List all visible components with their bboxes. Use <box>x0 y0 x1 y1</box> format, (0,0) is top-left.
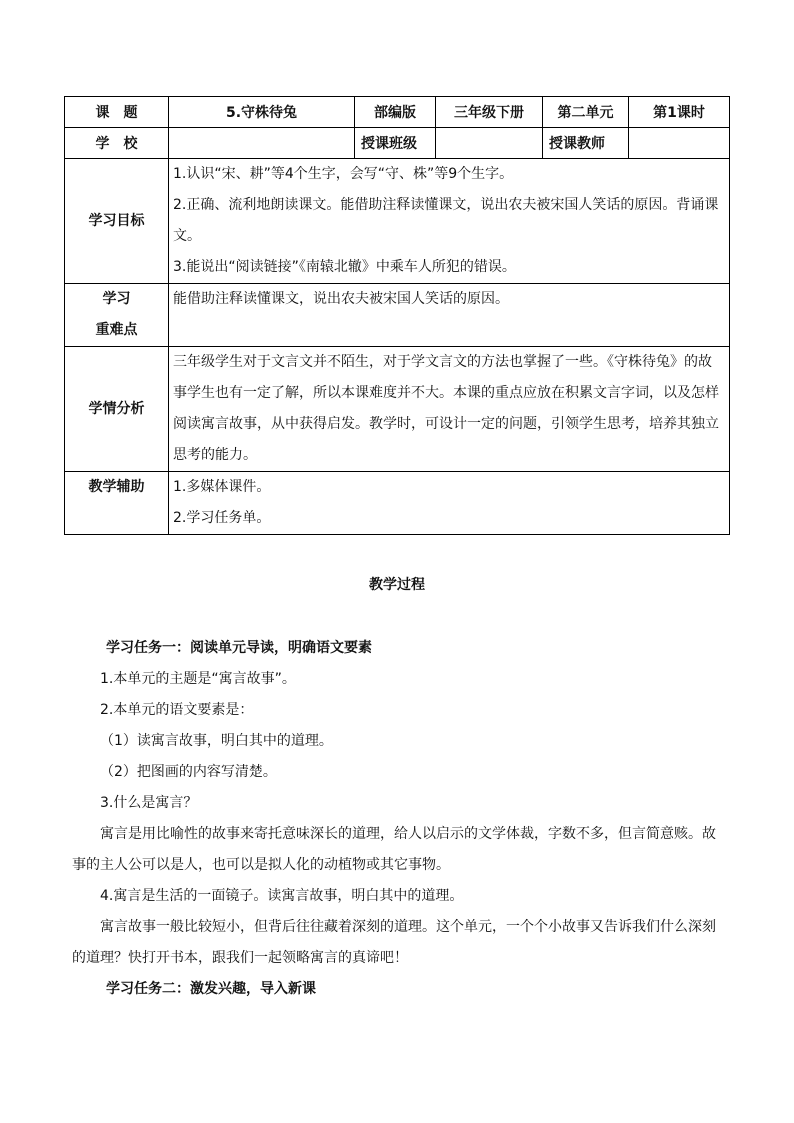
unit: 第二单元 <box>543 97 629 128</box>
lesson-title: 5.守株待兔 <box>169 97 355 128</box>
key-points-label-line2: 重难点 <box>95 322 138 338</box>
table-row-key-points <box>65 284 730 347</box>
analysis-content: 三年级学生对于文言文并不陌生，对于学文言文的方法也掌握了一些。《守株待兔》的故事学生也有一定了解，所以本课难度并不大。本课的重点应放在积累文言字词，以及怎样阅读寓言故事，从中获得启发。教学时，可设计一定的问题，引领学生思考，培养其独立思考的能力。 <box>169 347 730 472</box>
edition: 部编版 <box>355 97 436 128</box>
list-item: 3.什么是寓言？ <box>100 795 198 811</box>
key-points-label-line1: 学习 <box>102 291 131 307</box>
teacher-value <box>629 128 730 159</box>
table-row-analysis <box>65 347 730 472</box>
list-item: 4.寓言是生活的一面镜子。读寓言故事，明白其中的道理。 <box>100 888 464 904</box>
label-key-points <box>65 284 169 347</box>
label-goals: 学习目标 <box>65 159 169 284</box>
table-row-course <box>65 97 730 128</box>
goal-item: 2.正确、流利地朗读课文。能借助注释读懂课文，说出农夫被宋国人笑话的原因。背诵课文。 <box>173 197 719 244</box>
list-item: 1.本单元的主题是“寓言故事”。 <box>100 671 296 687</box>
aids-content <box>169 472 730 535</box>
label-analysis: 学情分析 <box>65 347 169 472</box>
key-points-content: 能借助注释读懂课文，说出农夫被宋国人笑话的原因。 <box>169 284 730 347</box>
task1-title: 学习任务一：阅读单元导读，明确语文要素 <box>106 640 372 656</box>
goal-item: 1.认识“宋、耕”等4个生字，会写“守、株”等9个生字。 <box>173 166 514 182</box>
list-item: （1）读寓言故事，明白其中的道理。 <box>100 733 333 749</box>
label-teacher: 授课教师 <box>543 128 629 159</box>
class-value <box>436 128 543 159</box>
lesson-info-table <box>64 96 730 535</box>
process-body <box>72 633 728 1005</box>
table-row-aids <box>65 472 730 535</box>
aid-item: 1.多媒体课件。 <box>173 479 271 495</box>
lesson-number: 第1课时 <box>629 97 730 128</box>
list-item: 2.本单元的语文要素是： <box>100 702 254 718</box>
label-class: 授课班级 <box>355 128 436 159</box>
goal-item: 3.能说出“阅读链接”《南辕北辙》中乘车人所犯的错误。 <box>173 259 516 275</box>
label-aids: 教学辅助 <box>65 472 169 535</box>
task2-title: 学习任务二：激发兴趣，导入新课 <box>106 981 316 997</box>
list-item: （2）把图画的内容写清楚。 <box>100 764 277 780</box>
school-value <box>169 128 355 159</box>
grade: 三年级下册 <box>436 97 543 128</box>
paragraph-fable-intro: 寓言故事一般比较短小，但背后往往藏着深刻的道理。这个单元，一个个小故事又告诉我们什么深刻的道理？快打开书本，跟我们一起领略寓言的真谛吧！ <box>72 919 716 966</box>
label-course: 课 题 <box>65 97 169 128</box>
paragraph-fable-definition: 寓言是用比喻性的故事来寄托意味深长的道理，给人以启示的文学体裁，字数不多，但言简意赅。故事的主人公可以是人，也可以是拟人化的动植物或其它事物。 <box>72 826 716 873</box>
goals-content <box>169 159 730 284</box>
aid-item: 2.学习任务单。 <box>173 510 271 526</box>
table-row-school <box>65 128 730 159</box>
table-row-goals <box>65 159 730 284</box>
process-heading: 教学过程 <box>369 577 425 593</box>
label-school: 学 校 <box>65 128 169 159</box>
